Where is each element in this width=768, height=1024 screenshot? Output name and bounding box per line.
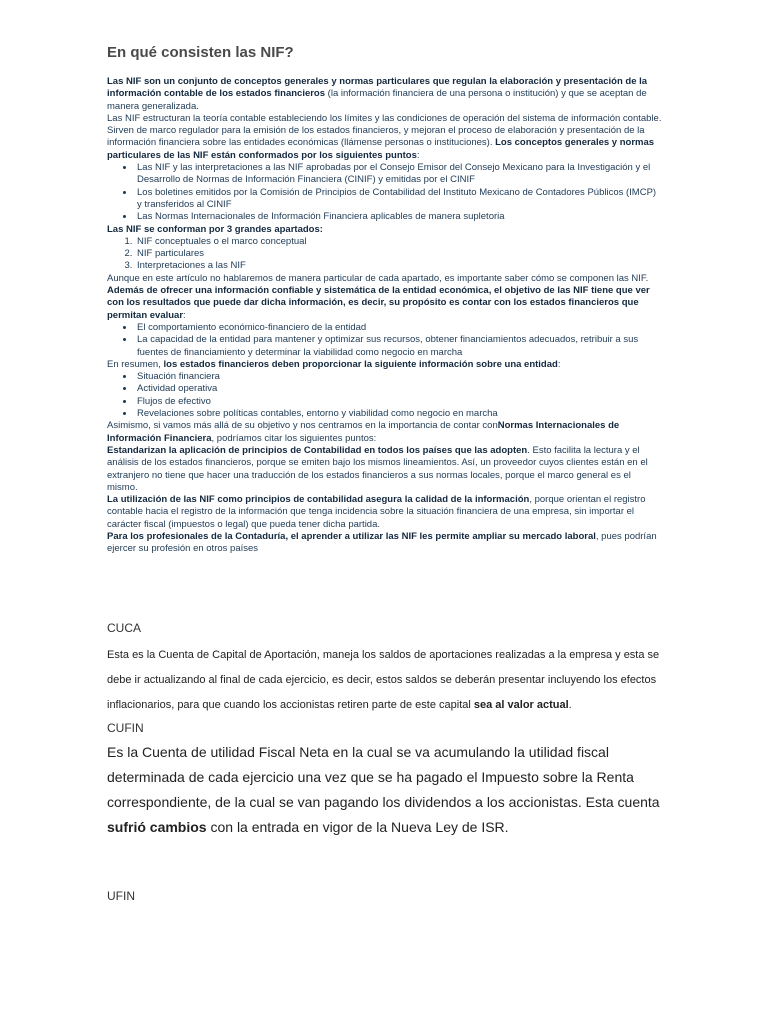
list-item: • Las Normas Internacionales de Información Financiera aplicables de manera supletoria [135, 211, 662, 223]
nif-paragraph-8-bold: Estandarizan la aplicación de principios de Contabilidad en todos los países que las adopten [107, 444, 528, 456]
nif-paragraph-5 [107, 285, 662, 322]
list-item: 1. NIF conceptuales o el marco conceptual [135, 236, 662, 248]
list-item: • Revelaciones sobre políticas contables, entorno y viabilidad como negocio en marcha [135, 408, 662, 420]
nif-paragraph-1 [107, 76, 662, 113]
cufin-text-bold: sufrió cambios [107, 819, 207, 835]
cuca-text: Esta es la Cuenta de Capital de Aportación, maneja los saldos de aportaciones realizadas a la empresa y esta se debe ir actualizando al final de cada ejercicio, es decir, estos saldos se deberán presentar incluyendo los efectos inflacionarios, para que cuando los accionistas retiren parte de este capital [107, 649, 660, 711]
nif-sections-list [107, 236, 662, 273]
nif-paragraph-5-end: : [183, 309, 186, 321]
nif-paragraph-7-end: , podríamos citar los siguientes puntos: [211, 432, 377, 444]
nif-paragraph-7-start: Asimismo, si vamos más allá de su objetivo y nos centramos en la importancia de contar con [107, 420, 498, 432]
nif-paragraph-9-rest: , porque orientan el registro contable hacia el registro de la información que tenga incidencia sobre la situación financiera de una empresa, sin importar el carácter fiscal (impuestos o legal) que pueda tener dicha partida. [107, 494, 646, 530]
list-item: • Actividad operativa [135, 383, 662, 395]
cuca-text-end: . [568, 699, 572, 711]
nif-paragraph-7 [107, 420, 662, 445]
cuca-heading: CUCA [107, 621, 142, 635]
list-item: • Las NIF y las interpretaciones a las NIF aprobadas por el Consejo Emisor del Consejo Mexicano para la Investigación y el Desarrollo de Normas de Información Financiera (CINIF) y emitidas por el CINIF [135, 162, 662, 187]
page-title: En qué consisten las NIF? [107, 44, 294, 61]
nif-paragraph-6-start: En resumen, [107, 358, 164, 370]
cufin-heading: CUFIN [107, 721, 144, 735]
nif-paragraph-2-end: : [416, 149, 420, 161]
nif-paragraph-8-rest: . Esto facilita la lectura y el análisis de los estados financieros, porque se emiten bajo los mismos lineamientos. Así, un proveedor cuyos clientes están en el extranjero no tiene que hacer una traducción de los estados financieros a sus normas locales, porque el marco general es el mismo. [107, 444, 648, 493]
list-item: 3. Interpretaciones a las NIF [135, 260, 662, 272]
nif-paragraph-4: Aunque en este artículo no hablaremos de manera particular de cada apartado, es importante saber cómo se componen las NIF. [107, 272, 649, 284]
nif-paragraph-8 [107, 445, 662, 494]
nif-objectives-list [107, 322, 662, 359]
cuca-text-bold: sea al valor actual [473, 699, 569, 711]
nif-paragraph-9-bold: La utilización de las NIF como principios de contabilidad asegura la calidad de la información [107, 494, 530, 506]
nif-section [107, 76, 662, 556]
list-item: • La capacidad de la entidad para mantener y optimizar sus recursos, obtener financiamientos adecuados, retribuir a sus fuentes de financiamiento y determinar la viabilidad como negocio en marcha [135, 334, 662, 359]
list-item: • Los boletines emitidos por la Comisión de Principios de Contabilidad del Instituto Mexicano de Contadores Públicos (IMCP) y transferidos al CINIF [135, 187, 662, 212]
list-item: • Flujos de efectivo [135, 396, 662, 408]
cufin-paragraph [107, 740, 667, 840]
nif-paragraph-10 [107, 531, 662, 556]
cuca-paragraph [107, 643, 667, 718]
nif-paragraph-1-rest: (la información financiera de una persona o institución) y que se aceptan de manera generalizada. [107, 88, 647, 112]
nif-paragraph-9 [107, 494, 662, 531]
nif-paragraph-6-bold: los estados financieros deben proporcionar la siguiente información sobre una entidad [163, 358, 558, 370]
nif-paragraph-6-end: : [557, 358, 561, 370]
nif-paragraph-2-bold: Los conceptos generales y normas particulares de las NIF están conformados por los siguientes puntos [107, 137, 655, 161]
nif-information-list [107, 371, 662, 420]
nif-paragraph-3-bold: Las NIF se conforman por 3 grandes apartados: [107, 223, 323, 235]
nif-paragraph-10-bold: Para los profesionales de la Contaduría, el aprender a utilizar las NIF les permite ampliar su mercado laboral [107, 530, 596, 542]
nif-paragraph-10-rest: , pues podrían ejercer su profesión en otros países [107, 530, 657, 555]
list-item: • El comportamiento económico-financiero de la entidad [135, 322, 662, 334]
nif-paragraph-3 [107, 224, 662, 236]
list-item: • Situación financiera [135, 371, 662, 383]
cufin-text-end: con la entrada en vigor de la Nueva Ley de ISR. [206, 819, 509, 835]
nif-paragraph-5-bold: Además de ofrecer una información confiable y sistemática de la entidad económica, el objetivo de las NIF tiene que ver con los resultados que puede dar dicha información, es decir, su propósito es contar con los estados financieros que permitan evaluar [107, 285, 650, 321]
cufin-text: Es la Cuenta de utilidad Fiscal Neta en la cual se va acumulando la utilidad fiscal determinada de cada ejercicio una vez que se ha pagado el Impuesto sobre la Renta correspondiente, de la cual se van pagando los dividendos a los accionistas. Esta cuenta [107, 744, 660, 810]
nif-paragraph-6 [107, 359, 662, 371]
nif-paragraph-1-bold: Las NIF son un conjunto de conceptos generales y normas particulares que regulan la elaboración y presentación de la información contable de los estados financieros [107, 76, 648, 100]
nif-paragraph-7-bold: Normas Internacionales de Información Financiera [107, 420, 620, 444]
nif-components-list [107, 162, 662, 223]
ufin-heading: UFIN [107, 889, 135, 903]
list-item: 2. NIF particulares [135, 248, 662, 260]
nif-paragraph-2 [107, 113, 662, 162]
nif-paragraph-2-text: Las NIF estructuran la teoría contable estableciendo los límites y las condiciones de operación del sistema de información contable. Sirven de marco regulador para la emisión de los estados financieros, y mejoran el proceso de elaboración y presentación de la información financiera sobre las entidades económicas (llámense personas o instituciones). [107, 112, 662, 149]
